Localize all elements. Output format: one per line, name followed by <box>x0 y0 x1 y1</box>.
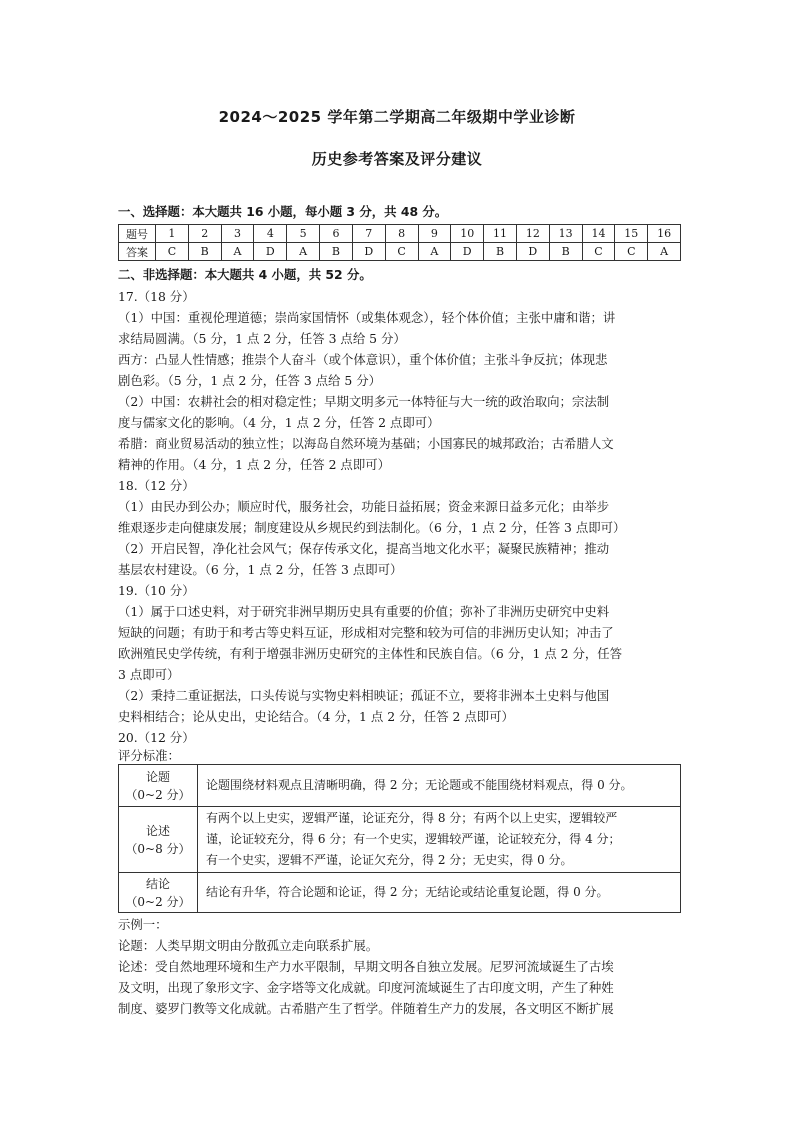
example-text-line: 制度、婆罗门教等文化成就。古希腊产生了哲学。伴随着生产力的发展，各文明区不断扩展 <box>118 1001 614 1016</box>
answer-text-line: 欧洲殖民史学传统，有利于增强非洲历史研究的主体性和民族自信。（6 分，1 点 2 分，任答 <box>118 646 623 661</box>
question-number: 8 <box>385 225 418 243</box>
question-number: 1 <box>156 225 189 243</box>
rubric-description <box>198 765 681 807</box>
rubric-criterion-label: 论述 <box>145 823 170 838</box>
answer-cell: C <box>385 243 418 261</box>
q20-heading: 20.（12 分） <box>118 730 195 745</box>
example-heading: 示例一： <box>118 917 168 932</box>
rubric-criterion-label: 论题 <box>145 769 170 784</box>
rubric-description-line: 论题围绕材料观点且清晰明确，得 2 分；无论题或不能围绕材料观点，得 0 分。 <box>206 778 633 792</box>
answer-text-line: （1）属于口述史料，对于研究非洲早期历史具有重要的价值；弥补了非洲历史研究中史料 <box>118 604 610 619</box>
answer-text-line: 精神的作用。（4 分，1 点 2 分，任答 2 点即可） <box>118 457 390 472</box>
answer-text-line: （2）秉持二重证据法，口头传说与实物史料相映证；孤证不立，要将非洲本土史料与他国 <box>118 688 610 703</box>
answer-cell: C <box>582 243 615 261</box>
answer-text-line: 基层农村建设。（6 分，1 点 2 分，任答 3 点即可） <box>118 562 403 577</box>
answer-cell: B <box>188 243 221 261</box>
example-text-line: 论题：人类早期文明由分散孤立走向联系扩展。 <box>118 938 379 953</box>
rubric-row <box>119 807 681 873</box>
rubric-description-line: 结论有升华，符合论题和论证，得 2 分；无结论或结论重复论题，得 0 分。 <box>206 885 609 899</box>
table-row-label: 答案 <box>119 243 156 261</box>
answer-text-line: 短缺的问题；有助于和考古等史料互证，形成相对完整和较为可信的非洲历史认知；冲击了 <box>118 625 614 640</box>
answer-text-line: （2）中国：农耕社会的相对稳定性；早期文明多元一体特征与大一统的政治取向；宗法制 <box>118 394 610 409</box>
answer-cell: C <box>615 243 648 261</box>
question-number: 15 <box>615 225 648 243</box>
answer-text-line: 西方：凸显人性情感；推崇个人奋斗（或个体意识），重个体价值；主张斗争反抗；体现悲 <box>118 352 608 367</box>
q19-heading: 19.（10 分） <box>118 583 195 598</box>
answer-text-line: 史料相结合；论从史出，史论结合。（4 分，1 点 2 分，任答 2 点即可） <box>118 709 514 724</box>
rubric-description <box>198 807 681 873</box>
question-number: 4 <box>254 225 287 243</box>
answer-table <box>118 224 681 261</box>
section1-heading: 一、选择题：本大题共 16 小题，每小题 3 分，共 48 分。 <box>118 204 448 219</box>
answer-text-line: 求结局圆满。（5 分，1 点 2 分，任答 3 点给 5 分） <box>118 331 406 346</box>
table-row-label: 题号 <box>119 225 156 243</box>
answer-cell: A <box>221 243 254 261</box>
rubric-criterion-score: （0~8 分） <box>125 841 191 856</box>
answer-cell: B <box>320 243 353 261</box>
answer-cell: C <box>156 243 189 261</box>
answer-cell: D <box>516 243 549 261</box>
answer-text-line: （1）由民办到公办；顺应时代，服务社会，功能日益拓展；资金来源日益多元化；由举步 <box>118 499 610 514</box>
document-title: 2024～2025 学年第二学期高二年级期中学业诊断 <box>218 108 576 126</box>
question-number: 6 <box>320 225 353 243</box>
answer-text-line: 度与儒家文化的影响。（4 分，1 点 2 分，任答 2 点即可） <box>118 415 440 430</box>
document-subtitle: 历史参考答案及评分建议 <box>311 150 483 168</box>
answer-text-line: （1）中国：重视伦理道德；崇尚家国情怀（或集体观念），轻个体价值；主张中庸和谐；讲 <box>118 310 616 325</box>
answer-cell: D <box>451 243 484 261</box>
rubric-criterion-label: 结论 <box>145 876 170 891</box>
answer-text-line: 维艰逐步走向健康发展；制度建设从乡规民约到法制化。（6 分，1 点 2 分，任答 3 点即可） <box>118 520 626 535</box>
answer-text-line: （2）开启民智，净化社会风气；保存传承文化，提高当地文化水平；凝聚民族精神；推动 <box>118 541 610 556</box>
answer-text-line: 希腊：商业贸易活动的独立性；以海岛自然环境为基础；小国寡民的城邦政治；古希腊人文 <box>118 436 614 451</box>
question-number: 16 <box>648 225 681 243</box>
example-text-line: 及文明，出现了象形文字、金字塔等文化成就。印度河流域诞生了古印度文明，产生了种姓 <box>118 980 614 995</box>
question-number: 5 <box>287 225 320 243</box>
answer-cell: A <box>418 243 451 261</box>
rubric-description-line: 谨，论证较充分，得 6 分；有一个史实，逻辑较严谨，论证较充分，得 4 分； <box>206 832 621 846</box>
rubric-criterion-score: （0~2 分） <box>125 894 191 909</box>
rubric-caption: 评分标准： <box>118 748 180 763</box>
example-text-line: 论述：受自然地理环境和生产力水平限制，早期文明各自独立发展。尼罗河流域诞生了古埃 <box>118 959 614 974</box>
rubric-row <box>119 765 681 807</box>
question-number: 3 <box>221 225 254 243</box>
q18-heading: 18.（12 分） <box>118 478 195 493</box>
rubric-criterion-score: （0~2 分） <box>125 787 191 802</box>
answer-cell: B <box>549 243 582 261</box>
rubric-criterion <box>119 873 198 913</box>
rubric-description-line: 有两个以上史实，逻辑严谨，论证充分，得 8 分；有两个以上史实，逻辑较严 <box>206 811 618 825</box>
rubric-description-line: 有一个史实，逻辑不严谨，论证欠充分，得 2 分；无史实，得 0 分。 <box>206 853 573 867</box>
question-number: 14 <box>582 225 615 243</box>
answer-table-number-row <box>119 225 681 243</box>
rubric-description <box>198 873 681 913</box>
question-number: 9 <box>418 225 451 243</box>
rubric-criterion <box>119 765 198 807</box>
rubric-criterion <box>119 807 198 873</box>
answer-cell: D <box>254 243 287 261</box>
answer-text-line: 3 点即可） <box>118 667 180 682</box>
question-number: 7 <box>352 225 385 243</box>
question-number: 2 <box>188 225 221 243</box>
q17-heading: 17.（18 分） <box>118 289 195 304</box>
question-number: 12 <box>516 225 549 243</box>
rubric-table <box>118 764 681 913</box>
question-number: 13 <box>549 225 582 243</box>
rubric-row <box>119 873 681 913</box>
section2-heading: 二、非选择题：本大题共 4 小题，共 52 分。 <box>118 267 372 282</box>
answer-text-line: 剧色彩。（5 分，1 点 2 分，任答 3 点给 5 分） <box>118 373 381 388</box>
answer-cell: A <box>648 243 681 261</box>
question-number: 10 <box>451 225 484 243</box>
answer-cell: A <box>287 243 320 261</box>
answer-cell: B <box>484 243 517 261</box>
question-number: 11 <box>484 225 517 243</box>
answer-cell: D <box>352 243 385 261</box>
answer-table-answer-row <box>119 243 681 261</box>
